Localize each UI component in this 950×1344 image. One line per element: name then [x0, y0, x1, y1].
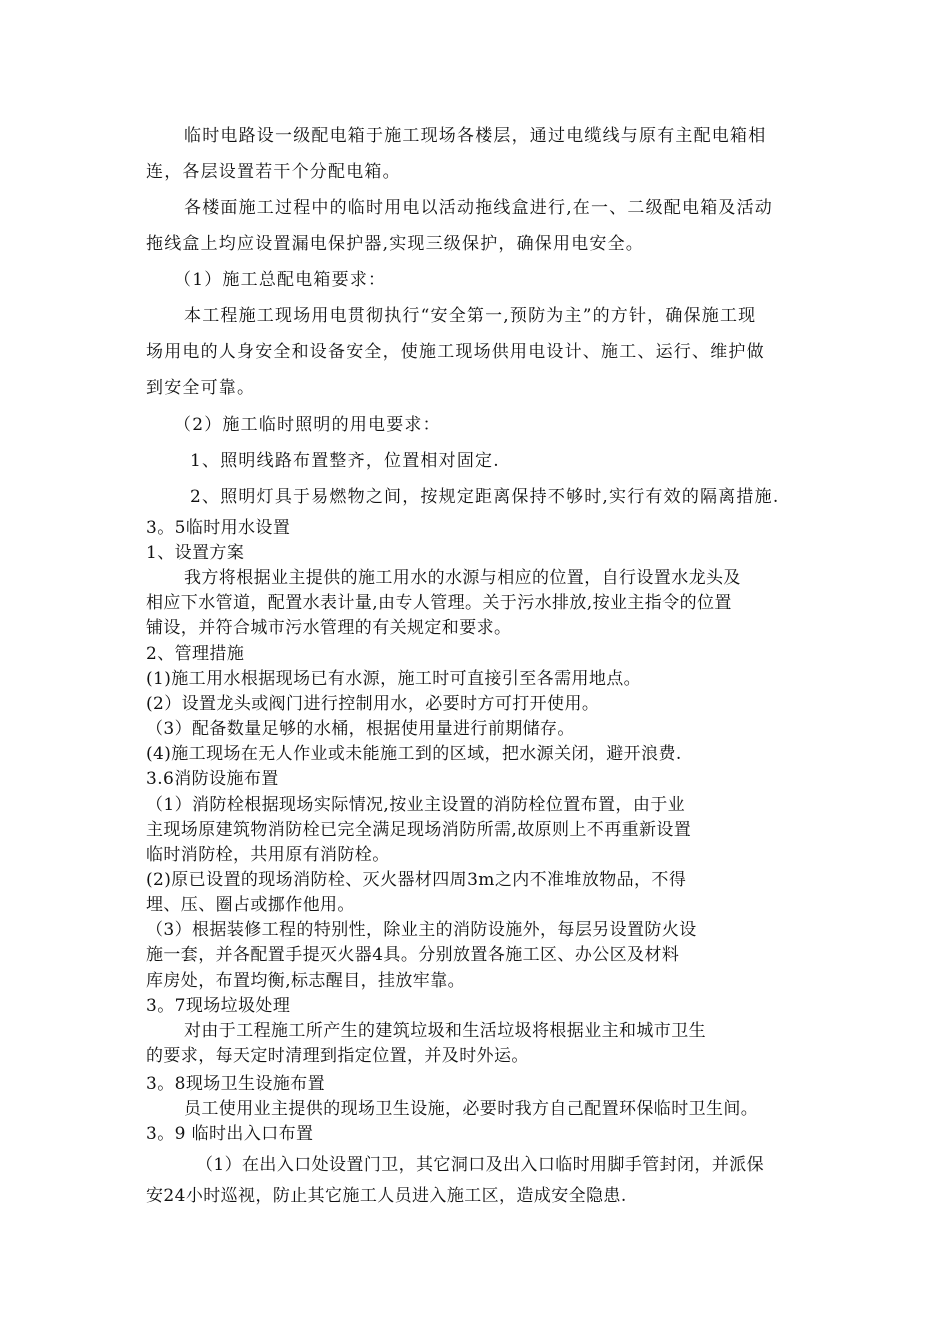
- section-heading: 3。7现场垃圾处理: [146, 996, 291, 1016]
- paragraph-line: 员工使用业主提供的现场卫生设施，必要时我方自己配置环保临时卫生间。: [184, 1099, 759, 1119]
- list-item: (4)施工现场在无人作业或未能施工到的区域，把水源关闭，避开浪费.: [146, 744, 682, 764]
- paragraph-line: 我方将根据业主提供的施工用水的水源与相应的位置，自行设置水龙头及: [184, 568, 741, 588]
- paragraph-line: 连，各层设置若干个分配电箱。: [146, 162, 401, 182]
- list-item: （1）在出入口处设置门卫，其它洞口及出入口临时用脚手管封闭，并派保: [196, 1155, 765, 1175]
- paragraph-line: 相应下水管道，配置水表计量,由专人管理。关于污水排放,按业主指令的位置: [146, 593, 732, 613]
- paragraph-line: 临时消防栓，共用原有消防栓。: [146, 845, 390, 865]
- section-subheading: （2）施工临时照明的用电要求：: [174, 415, 441, 435]
- paragraph-line: 到安全可靠。: [146, 378, 256, 398]
- list-item: (2）设置龙头或阀门进行控制用水，必要时方可打开使用。: [146, 694, 600, 714]
- paragraph-line: 库房处，布置均衡,标志醒目，挂放牢靠。: [146, 971, 466, 991]
- section-heading: 3。5临时用水设置: [146, 518, 291, 538]
- paragraph-line: 铺设，并符合城市污水管理的有关规定和要求。: [146, 618, 512, 638]
- section-heading: 3。9 临时出入口布置: [146, 1124, 314, 1144]
- paragraph-line: 施一套，并各配置手提灭火器4具。分别放置各施工区、办公区及材料: [146, 945, 680, 965]
- paragraph-line: 各楼面施工过程中的临时用电以活动拖线盒进行,在一、二级配电箱及活动: [184, 198, 774, 218]
- section-subheading: 2、管理措施: [146, 644, 245, 664]
- section-subheading: 1、设置方案: [146, 543, 245, 563]
- list-item: （3）根据装修工程的特别性，除业主的消防设施外，每层另设置防火设: [146, 920, 697, 940]
- paragraph-line: 本工程施工现场用电贯彻执行“安全第一,预防为主”的方针，确保施工现: [184, 306, 757, 326]
- paragraph-line: 主现场原建筑物消防栓已完全满足现场消防所需,故原则上不再重新设置: [146, 820, 692, 840]
- paragraph-line: 安24小时巡视，防止其它施工人员进入施工区，造成安全隐患.: [146, 1186, 627, 1206]
- paragraph-line: 拖线盒上均应设置漏电保护器,实现三级保护，确保用电安全。: [146, 234, 645, 254]
- list-item: 1、照明线路布置整齐，位置相对固定.: [190, 451, 500, 471]
- paragraph-line: 场用电的人身安全和设备安全，使施工现场供用电设计、施工、运行、维护做: [146, 342, 765, 362]
- paragraph-line: 的要求，每天定时清理到指定位置，并及时外运。: [146, 1046, 529, 1066]
- paragraph-line: 埋、压、圈占或挪作他用。: [146, 895, 355, 915]
- paragraph-line: 对由于工程施工所产生的建筑垃圾和生活垃圾将根据业主和城市卫生: [184, 1021, 706, 1041]
- section-heading: 3。8现场卫生设施布置: [146, 1074, 326, 1094]
- list-item: (2)原已设置的现场消防栓、灭火器材四周3m之内不准堆放物品，不得: [146, 870, 687, 890]
- list-item: （1）消防栓根据现场实际情况,按业主设置的消防栓位置布置，由于业: [146, 795, 686, 815]
- paragraph-line: 临时电路设一级配电箱于施工现场各楼层，通过电缆线与原有主配电箱相: [184, 126, 767, 146]
- list-item: 2、照明灯具于易燃物之间，按规定距离保持不够时,实行有效的隔离措施.: [190, 487, 780, 507]
- section-heading: 3.6消防设施布置: [146, 769, 279, 789]
- list-item: (1)施工用水根据现场已有水源，施工时可直接引至各需用地点。: [146, 669, 642, 689]
- section-subheading: （1）施工总配电箱要求：: [174, 270, 387, 290]
- list-item: （3）配备数量足够的水桶，根据使用量进行前期储存。: [146, 719, 575, 739]
